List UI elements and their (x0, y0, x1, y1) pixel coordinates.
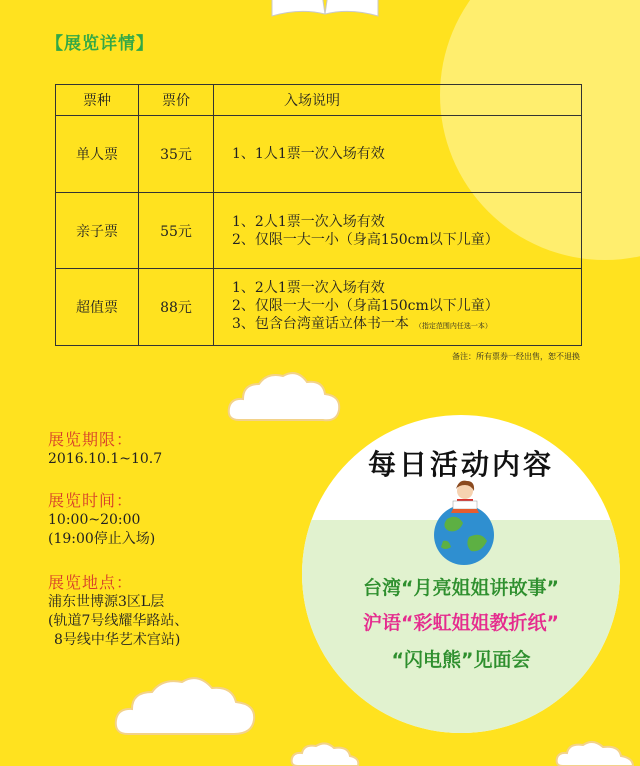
header-ticket-type: 票种 (56, 85, 139, 116)
table-header-row (56, 85, 582, 116)
exhibition-period (48, 427, 162, 469)
ticket-table (55, 84, 582, 346)
cloud-icon (290, 742, 360, 766)
entry-info-text: 3、包含台湾童话立体书一本 (232, 316, 409, 332)
time-value: 10:00~20:00 (48, 512, 141, 528)
time-value: (19:00停止入场) (48, 531, 156, 547)
activity-title: 每日活动内容 (367, 448, 554, 481)
girl-reading-on-globe-icon (419, 477, 509, 567)
ticket-price: 88元 (139, 269, 214, 346)
entry-info-line: 2、仅限一大一小（身高150cm以下儿童） (232, 231, 499, 248)
ticket-note: 备注：所有票券一经出售，恕不退换 (452, 352, 580, 361)
table-row (56, 116, 582, 193)
cloud-icon (555, 740, 635, 766)
ticket-type: 亲子票 (56, 193, 139, 269)
period-label: 展览期限： (48, 430, 134, 449)
header-entry-info: 入场说明 (214, 85, 582, 116)
cloud-icon (112, 672, 262, 742)
table-row (56, 269, 582, 346)
entry-info (214, 269, 582, 346)
ticket-type: 超值票 (56, 269, 139, 346)
place-label: 展览地点： (48, 573, 134, 592)
exhibition-time (48, 488, 155, 549)
entry-info-line (232, 315, 581, 335)
open-book-icon (270, 0, 380, 20)
entry-info-line: 1、2人1票一次入场有效 (232, 280, 385, 296)
activity-item: 沪语“彩虹姐姐教折纸” (363, 612, 559, 634)
cloud-icon (225, 368, 345, 428)
entry-info-line: 1、1人1票一次入场有效 (232, 146, 385, 162)
section-title: 【展览详情】 (46, 34, 154, 54)
activity-item: “闪电熊”见面会 (391, 649, 531, 671)
daily-activity-circle (302, 415, 620, 733)
exhibition-place (48, 570, 188, 650)
header-ticket-price: 票价 (139, 85, 214, 116)
table-row (56, 193, 582, 269)
entry-info-footnote: （指定范围内任选一本） (414, 322, 492, 330)
entry-info (214, 193, 582, 269)
place-value: 浦东世博源3区L层 (48, 594, 165, 610)
ticket-type: 单人票 (56, 116, 139, 193)
ticket-price: 55元 (139, 193, 214, 269)
entry-info (214, 116, 582, 193)
place-value: (轨道7号线耀华路站、 (48, 613, 189, 629)
place-value: 8号线中华艺术宫站) (54, 632, 181, 648)
entry-info-line: 1、2人1票一次入场有效 (232, 213, 385, 230)
time-label: 展览时间： (48, 491, 134, 510)
period-value: 2016.10.1~10.7 (48, 451, 163, 467)
ticket-price: 35元 (139, 116, 214, 193)
activity-item: 台湾“月亮姐姐讲故事” (363, 577, 559, 599)
entry-info-line: 2、仅限一大一小（身高150cm以下儿童） (232, 298, 499, 314)
